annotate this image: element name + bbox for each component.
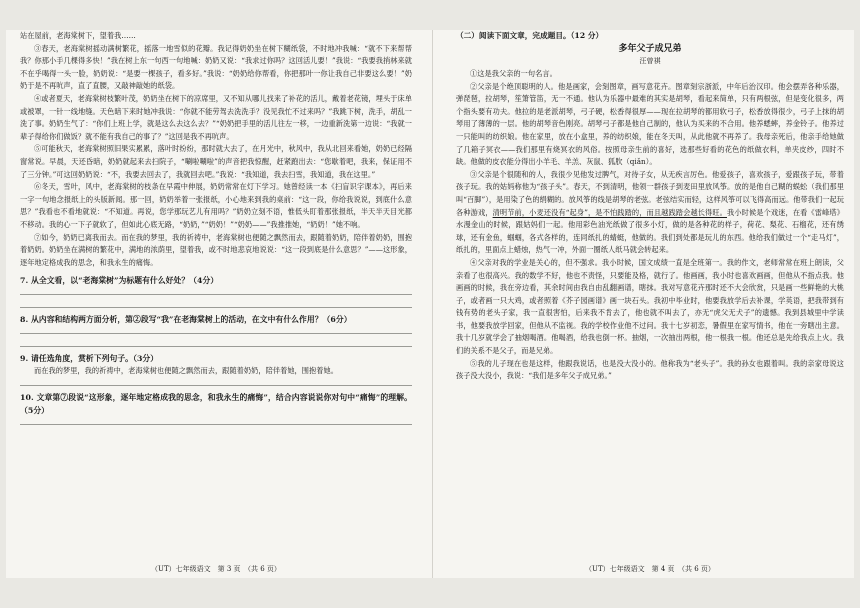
answer-line[interactable] bbox=[20, 333, 412, 334]
passage-paragraph bbox=[456, 169, 844, 257]
passage-paragraph: ⑤可能秋天，老海棠树照旧果实累累，落叶时纷纷，那时就大去了，在月光中，秋风中，我从北回来看她，奶奶已经隔窗常说。早晨，天还昏暗，奶奶就起来去扫院子，“唰啦唰啦”的声音把我惊醒，赶紧跑出去：“您歇着吧，我来，保证用不了三分钟。”可这回奶奶说：“不，我要去回去了，我就回去吧。”我说：“我知道，我去扫雪，我知道，我在这里。” bbox=[20, 144, 412, 179]
passage-paragraph: ⑤我的儿子现在也是这样，他跟我说话，也是没大没小的。他称我为“老头子”。我的孙女也跟着叫。我的亲家母说这孩子没大没小，我说：“我们是多年父子成兄弟。” bbox=[456, 358, 844, 381]
passage-paragraph: ②父亲是个绝顶聪明的人。他是画家，会刻图章，画写意花卉。图章刻宗浙派，中年后治汉印。他会摆弄各种乐器，弹琵琶，拉胡琴，笙箫管笛，无一不通。他认为乐器中最难的其实是胡琴，看起来简单，只有两根弦，但是变化很多，两个指头要有功夫。他拉的是老派胡琴，弓子硬，松香得很厚——现在拉胡琴的都用软弓子，松香放得很少，弓子上抹的胡琴用了薄薄的一层。他的胡琴音色刚亮。胡琴弓子都是他自己制的，他认为买来的不合用。他养蟋蟀，养金铃子。他养过一只能叫的纺织娘。他在家里，放在小盒里，养的纺织娘，能在冬天叫，从此他就不再养了。我母亲死后，他亲手给她做了几箱子冥衣——我们那里有烧冥衣的风俗。按照母亲生前的喜好，选那些好看的花色的纸做衣料，单夹皮纱，四时不缺。他做的皮衣能分得出小羊毛、羊羔、灰鼠、狐肷（qiǎn）。 bbox=[456, 81, 844, 167]
article-title: 多年父子成兄弟 bbox=[618, 44, 682, 54]
passage-paragraph: 站在屋前，老海棠树下，望着我…… bbox=[20, 31, 136, 40]
page-4 bbox=[456, 30, 844, 578]
passage-paragraph: ④父亲对我的学业是关心的，但不强求。我小时候，国文成绩一直是全班第一。我的作文，老师常常在班上朗读，父亲看了也很高兴。我的数学不好，他也不责怪，只要能及格，就行了。他画画，我小时也喜欢画画，但他从不指点我。他画画的时候，我在旁边看，其余时间由我自由乱翻画谱，瞎抹。我对写意花卉那时还不大会欣赏，只是画一些鲜艳的大桃子，或者画一只大鸡，或者照着《芥子园画谱》画一块石头。我初中毕业时，他要我放学后去补课，学英语，把我带到有钱有势的老头子家，我一直很害怕，后来我不肯去了，他也就不叫去了，亦无“虎父无犬子”的遗憾。我到县城里中学读书，他要我放学回家，但他从不监视。我的学校作业他不过问。我十七岁初恋，暑假里在家写情书，他在一旁瞎出主意。我十几岁就学会了抽烟喝酒。他喝酒，给我也倒一杯。抽烟，一次抽出两根，他一根我一根。他还总是先给我点上火。我们的关系不是父子，而是兄弟。 bbox=[456, 257, 844, 356]
answer-line[interactable] bbox=[20, 346, 412, 347]
passage-text: ③父亲是个很随和的人，我很少见他发过脾气，对待子女，从无疾言厉色。他爱孩子，喜欢孩子，爱跟孩子玩，带着孩子玩。我的姑妈称他为“孩子头”。春天，不到清明，他领一群孩子到麦田里放风筝。放的是他自己糊的蜈蚣（我们那里叫“百脚”），是用染了色的绢糊的。放风筝的线是胡琴的老弦。老弦结实而轻，这样风筝可以飞得高而远。他带我们一起玩各种游戏， bbox=[456, 169, 844, 217]
passage-paragraph: ①这是我父亲的一句名言。 bbox=[470, 69, 557, 78]
page-3 bbox=[20, 30, 412, 578]
answer-line[interactable] bbox=[20, 385, 412, 386]
answer-line[interactable] bbox=[20, 424, 412, 425]
passage-paragraph: ③春天，老海棠树摇动满树繁花，摇落一地雪似的花瓣。我记得奶奶坐在树下糊纸袋，不时地冲我喊：“就不下来帮帮我？你那小手几棵得多快！”我在树上东一句西一句地喊：奶奶又说：“我求过你吗？这回活儿要！”我说：“我要我捎林来就不在乎喝得一头一脸，奶奶说：“是要一棵孩子，看多好。”我说：“奶奶给你帮看，你把那叶一你让我自己非要这么要！”奶奶于是不再吭声，直了直腰，又敲神敲她的纸袋。 bbox=[20, 43, 412, 91]
page-footer: （UT）七年级语文 第 4 页 （共 6 页） bbox=[585, 565, 715, 573]
page-footer: （UT）七年级语文 第 3 页 （共 6 页） bbox=[151, 565, 281, 573]
question-8: 8. 从内容和结构两方面分析，第②段写“我”在老海棠树上的活动，在文中有什么作用？（6分） bbox=[20, 315, 352, 325]
section-heading: （二）阅读下面文章，完成题目。（12 分） bbox=[456, 31, 604, 40]
passage-paragraph: ④或者夏天，老海棠树枝繁叶茂，奶奶坐在树下的凉席里，又不知从哪儿找来了补花的活儿，戴着老花镜，埋头于床单或被罩，一针一线地缝。天色暗下来时她冲我说：“你就不能劳驾去洗洗手？没见我忙不过来吗？”我跳下树，洗手，胡乱一洗了事。奶奶生气了：“你们上班上学，就是这么去这么去？”“奶奶把手里的活儿往左一移，一边重新洗第一边说：“我就一辈子得给你们做饭？就不能有我自己的事了？”这回是我不再吭声。 bbox=[20, 93, 412, 141]
question-10: 10. 文章第⑦段说“这形象，逐年地定格成我的思念，和我永生的痛悔”，结合内容说说你对句中“痛悔”的理解。（5分） bbox=[20, 392, 412, 415]
article-author: 汪曾祺 bbox=[639, 57, 661, 65]
question-9-sentence: 而在我的梦里，我的祈祷中，老海棠树也便随之飘然而去，跟随着奶奶，陪伴着她，围抱着她。 bbox=[34, 366, 338, 376]
underlined-sentence: 清明节前，小麦还没有“起身”，是不怕践踏的，而且越践踏会越长得旺。 bbox=[492, 207, 727, 217]
answer-line[interactable] bbox=[20, 294, 412, 295]
passage-paragraph: ⑦如今，奶奶已离我而去。而在我的梦里，我的祈祷中，老海棠树也便随之飘然而去，跟随着奶奶，陪伴着奶奶，围抱着奶奶。奶奶坐在满树的繁花中，满地的浓荫里，望着我，或不时地悲哀地说说：“这一段到底是什么意思？”——这形象，逐年地定格成我的思念，和我永生的痛悔。 bbox=[20, 232, 412, 267]
passage-text: 我小时候是个戏迷，在看《雷峰塔》水漫金山的时候，跟姑妈们一起。他用彩色油光纸做了很多小灯，做的是各种花的样子，荷花、梨花、石榴花，还有绣球，还有金鱼，蝈蝈，各式各样的，连同纸扎的蜻蜓，他做的。我们到处都是玩儿的东西。他给我们做过一个“走马灯”，纸扎的，里面点上蜡烛，热气一冲，外面一圈纸人纸马就会转起来。 bbox=[456, 207, 844, 255]
passage-paragraph: ⑥冬天，雪叶，风中，老海棠树的枝条在早霞中伸展，奶奶常常在灯下学习。她曾经读一本《扫盲识字课本》，再后来一字一句地念报纸上的头版新闻。那一回，奶奶举着一张报纸，小心地来到我的桌前：“这一段，你给我说说，到底什么意思？”我看也不看地就说：“不知道。再说，您学那玩艺儿有用吗？”奶奶立刻不语，惟低头盯着那张报纸，半天半天目光都不移动。我的心一下子就软了，但如此心底无路，“奶奶，”“奶奶！”“奶奶——”我推推她，“奶奶！”她不响。 bbox=[20, 182, 412, 229]
question-7: 7. 从全文看，以“老海棠树”为标题有什么好处？（4分） bbox=[20, 276, 219, 286]
answer-line[interactable] bbox=[20, 307, 412, 308]
question-9: 9. 请任选角度，赏析下列句子。（3分） bbox=[20, 354, 159, 364]
exam-sheet bbox=[6, 30, 854, 578]
page-divider bbox=[432, 30, 433, 578]
